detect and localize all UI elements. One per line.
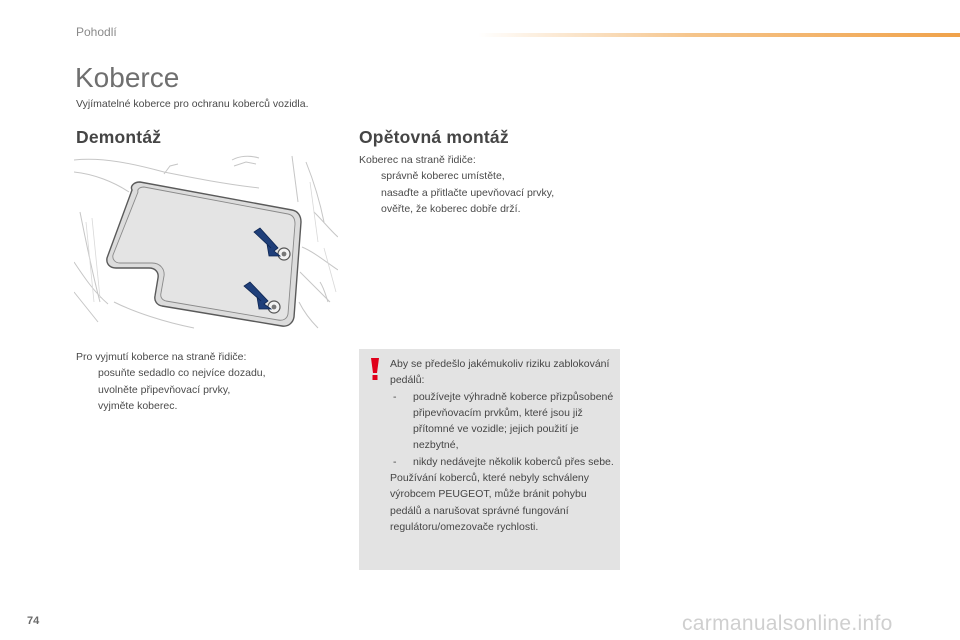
section-label: Pohodlí (76, 25, 117, 39)
list-item: nasaďte a přitlačte upevňovací prvky, (381, 186, 555, 199)
warning-text (390, 356, 616, 535)
list-item: správně koberec umístěte, (381, 170, 505, 183)
list-item: vyjměte koberec. (98, 400, 178, 413)
list-item: - používejte výhradně koberce přizpůsobené připevňovacím prvkům, které jsou již přítomné ve vozidle; jejich použití je nezbytné, (393, 390, 614, 452)
removal-intro: Pro vyjmutí koberce na straně řidiče: (76, 351, 247, 363)
refit-heading: Opětovná montáž (359, 127, 509, 147)
removal-instructions (76, 349, 336, 415)
list-item: uvolněte připevňovací prvky, (98, 383, 231, 396)
refit-instructions (359, 152, 639, 218)
list-item: posuňte sedadlo co nejvíce dozadu, (98, 367, 266, 380)
page-title: Koberce (75, 62, 180, 93)
list-item: - nikdy nedávejte několik koberců přes sebe. (393, 455, 614, 468)
floor-mat-drawing (74, 152, 338, 332)
warning-intro: Aby se předešlo jakémukoliv riziku zablokování pedálů: (390, 358, 610, 387)
header-gradient-line (478, 33, 960, 37)
watermark: carmanualsonline.info (682, 612, 893, 635)
refit-intro: Koberec na straně řidiče: (359, 154, 476, 166)
floor-mat-illustration (74, 152, 338, 332)
page-subtitle: Vyjímatelné koberce pro ochranu koberců vozidla. (76, 98, 309, 110)
list-item: ověřte, že koberec dobře drží. (381, 203, 521, 216)
page-number: 74 (27, 615, 40, 627)
exclamation-icon (368, 357, 382, 381)
warning-footer: Používání koberců, které nebyly schváleny výrobcem PEUGEOT, může bránit pohybu pedálů a narušovat správné fungování regulátoru/omezovače rychlosti. (390, 472, 590, 533)
removal-heading: Demontáž (76, 127, 162, 147)
